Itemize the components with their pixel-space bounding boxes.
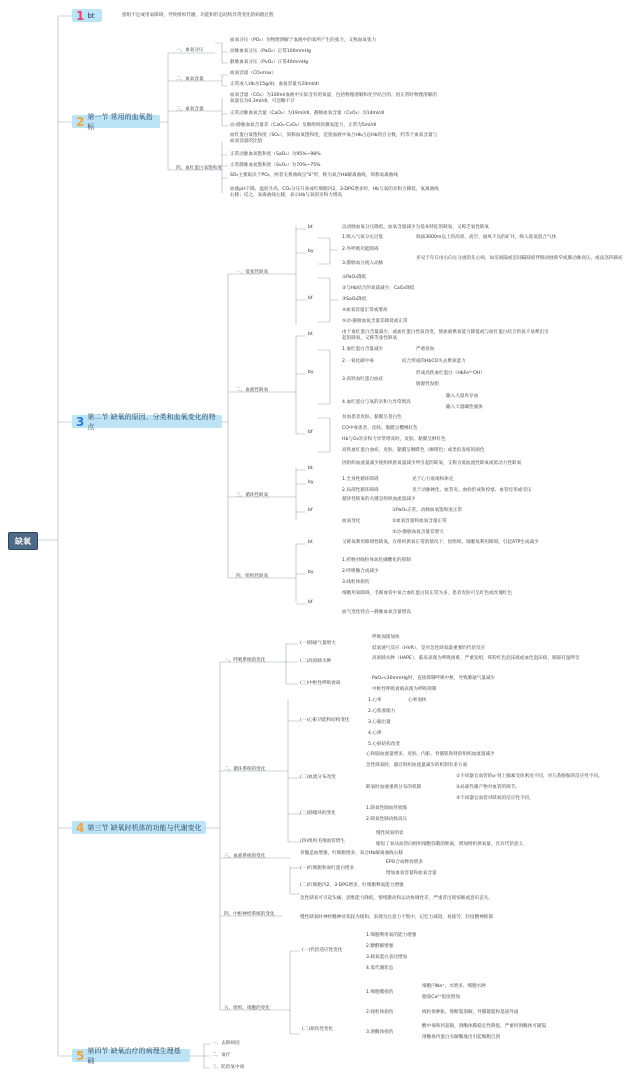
s3-b-bt: bt [308,332,313,337]
s3-c-bf0: 循环性缺氧的关键是组织血流量减少 [342,497,416,502]
s3-c-by1t: 见于心力衰竭和休克 [412,477,454,482]
s3-d-bt-txt: 又称氧利用障碍性缺氧，在组织供氧正常的情况下，因组织、细胞氧利用障碍，引起ATP生成减少 [342,540,539,545]
section-5-title: 第四节 缺氧治疗的病理生理基础 [87,1046,181,1065]
s4-e1c: 3.载氧蛋白表达增加 [366,955,408,960]
s3-c-by: by [308,480,314,485]
section-4-title: 第三节 缺氧时机体的功能与代谢变化 [87,823,202,832]
s4-b4: (四)组织毛细血管增生 [300,839,345,844]
s3-b-bf3: Hb与O₂的亲和力异常增高时，皮肤、黏膜呈鲜红色 [342,437,446,442]
s3-a-bf5: ⑤动-静脉血氧含量差降低或正常 [342,319,408,324]
s3-c: 三、循环性缺氧 [236,493,269,498]
s4-b2c2: ②局部代谢产物对血管的调节。 [456,785,520,790]
s2-c3a: 血氧含量（CO₂）为100ml血液中实际含有的氧量，包括物理溶解和化学结合的。因正常时物理溶解的氧量仅为0.3ml/dl，可忽略不计 [230,93,437,104]
s5-a: 一、去除病因 [212,1041,240,1046]
s3-b-by2t: 结合形成的HbCO失去携氧能力 [402,359,466,364]
s3-c-by2: 2.局部性循环障碍 [342,488,379,493]
section-4[interactable] [72,821,206,834]
s4-e1a: 1.细胞利用氧的能力增强 [366,933,417,938]
s4-b2c: 缺氧时血液重新分布的机制 [366,785,422,790]
s4-a3: (三)中枢性呼吸衰竭 [300,681,341,686]
s2-c4: 四、血红蛋白氧饱和度 [176,166,222,171]
s3-a-bf4: ④血氧容量正常或增高 [342,308,388,313]
s4-e1b: 2.糖酵解增强 [366,944,394,949]
s3-b-bf: bf [308,430,313,435]
s3-a-by: by [308,249,314,254]
s4-b1c: 3.心输出量 [368,720,391,725]
s3-c-bf: bf [308,508,313,513]
section-2-number: 2 [76,114,85,129]
s4-e1: (一)代偿适应性变化 [302,948,343,953]
s4-e2a: 1.细胞膜损伤 [366,990,394,995]
s4-b3b: 2.缺氧性肺动脉高压 [366,817,408,822]
s3-b-by: by [308,370,314,375]
s3-d-by3: 3.线粒体损伤 [342,580,370,585]
section-1-desc: 指组不足或用氧障碍，导致组织代谢、功能和形态结构异常变化的病理过程 [122,13,274,18]
s4-e2a2: 胞质Ca²⁺浓度增加 [422,995,460,1000]
s3-a-by3: 3.静脉血分流入动脉 [342,261,384,266]
s3-a-by3t: 多见于存在由右向左分流的先心病，如房间隔或室间隔缺损伴肺动脉狭窄或肺动脉高压，或法洛四联症 [416,256,623,261]
s3-a-bf1: ①PaO₂降低 [342,275,367,280]
s2-c2a: 血氧容量（CO₂max） [230,71,277,76]
s3-d-by2: 2.呼吸酶合成减少 [342,569,379,574]
s3-b-by3: 3.高铁血红蛋白血症 [342,377,384,382]
s4-c0: 骨髓造血增强，红细胞增多，氧合Hb解离曲线右移 [300,851,403,856]
s3-b-by4t2: 输入大量碱性液体 [446,405,483,410]
s2-c4c: 正常静脉血氧饱和度（SvO₂）为70%~75% [230,163,321,168]
s4-b2: (二)血流分布改变 [300,775,336,780]
s4-c: 三、血液系统的变化 [224,854,266,859]
s3-b-by3t: 形成高铁血红蛋白（HbFe³⁺OH） [416,371,485,376]
s3-b-bf4: 高铁血红蛋白血症，皮肤、黏膜呈咖啡色（咖啡色）或类似发绀的颜色 [342,448,485,453]
s3-c-by1: 1.全身性循环障碍 [342,477,379,482]
s4-a3b: 中枢性呼吸衰竭表现为呼吸抑制 [372,687,437,692]
s3-b-bt-txt: 由于血红蛋白含量减少，或血红蛋白性质改变，使血液携氧能力降低或与血红蛋白结合的氧不易释出引起的缺氧，又称等张性缺氧 [342,330,549,341]
s3-c-bt-txt: 因组织血流量减少使组织供氧量减少所引起的缺氧，又称为低血流性缺氧或低动力性缺氧 [342,461,522,466]
s2-c3: 三、血氧含量 [176,107,204,112]
s4-e2a1: 细胞内Na⁺、水增多，细胞水肿 [422,984,486,989]
s4-e2c1: 酸中毒和钙超载，溶酶体膜稳定性降低，严重时溶酶体可破裂 [422,1024,547,1029]
s4-e2: (二)损伤性变化 [302,1027,334,1032]
s2-c4b: 正常动脉血氧饱和度（SaO₂）为95%~98% [230,152,321,157]
s2-c4a: 血红蛋白氧饱和度（SO₂），简称血氧饱和度，是指血液中氧合Hb占总Hb的百分数，约等于血氧含量与血氧容量的比值 [230,133,438,144]
section-5[interactable] [72,1046,190,1065]
s3-b-by2: 2.一氧化碳中毒 [342,359,374,364]
s3-b-by3t2: 肠源性发绀 [416,382,439,387]
s4-d: 四、中枢神经系统的变化 [224,912,275,917]
s4-a2a: 高原肺水肿（HAPE），临床表现为呼吸困难，严重发绀，咳粉红色泡沫痰或血色泡沫痰，肺部有湿啰音 [372,656,580,661]
s3-b-by1t: 严重贫血 [416,347,435,352]
section-2-title: 第一节 常用的血氧指标 [87,112,153,131]
s4-c2: (二)红细胞内2，3-DPG增多，红细胞释氧能力增强 [300,883,404,888]
s3-d-bf: bf [308,600,313,605]
s4-a1a: 呼吸加深加快 [372,635,400,640]
s3-d-by: by [308,570,314,575]
s3-b-by1: 1.血红蛋白含量减少 [342,347,384,352]
s3-d: 四、组织性缺氧 [236,574,269,579]
s4-b2b: 急性缺氧时，器官组织血流量减少的机制有多方面 [366,763,468,768]
s3-a-by2: 2.外呼吸功能障碍 [342,247,379,252]
s4-b2a: 心和脑血流量增多，皮肤、内脏、骨骼肌和肾的组织血流量减少 [366,752,495,757]
s2-c1b: 动脉血氧分压（PaO₂）正常100mmHg [230,49,311,54]
s4-e1d: 4.低代谢状态 [366,966,394,971]
s3-b-by4: 4.血红蛋白与氧的亲和力异常增高 [342,400,411,405]
root-node[interactable] [8,532,38,550]
s3-a: 一、低张性缺氧 [236,270,269,275]
s3-a-by1: 1.吸入气氧分压过低 [342,235,384,240]
s4-e2b1: 线粒体肿胀、脊断裂崩解，外膜破裂和基质外溢 [422,1010,519,1015]
s3-c-bt: bt [308,466,313,471]
s5-b: 二、氧疗 [212,1053,231,1058]
s2-c4d: SO₂主要取决于PO₂，两者关系曲线呈"S"形，称为氧合Hb解离曲线，简称氧离曲线 [230,173,398,178]
s2-c1: 一、血氧分压 [176,48,204,53]
s5-c: 三、防治氧中毒 [212,1065,245,1070]
root-label: 缺氧 [15,536,31,546]
s3-a-by1t: 海拔3000m以上的高原、高空，通风不良的矿井，吸入低氧混合气体 [416,235,557,240]
s3-c-by2t: 见于动脉硬化、血管炎、血栓形成和栓塞、血管痉挛或受压 [412,488,532,493]
s4-b2c3: ③不同器官血管对缺氧的反应性不同。 [456,796,534,801]
s4-b1: (一)心脏功能和结构变化 [300,718,350,723]
section-1[interactable] [72,9,102,22]
s4-d1: 急性缺氧可引起头痛，思维能力降低，情绪激动和运动协调性差，严重者出现惊厥或意识丧失。 [300,896,493,901]
s3-a-bt-txt: 以动脉血氧分压降低，血氧含量减少为基本特征的缺氧，又称乏氧性缺氧 [342,225,490,230]
s4-c1a: EPO合成释放增多 [386,860,423,865]
s4-c1: (一)红细胞和血红蛋白增多 [300,866,355,871]
s3-b-by4t: 输入大量库存血 [446,394,479,399]
section-3[interactable] [72,412,222,431]
s3-b: 二、血液性缺氧 [236,388,269,393]
section-3-number: 3 [76,414,85,429]
s4-b3: (三)肺循环的变化 [300,811,336,816]
s3-a-bf2: ②与Hb结合的氧量减少，CaO₂降低 [342,286,415,291]
section-1-title: bt [87,11,95,20]
s4-c1b: 增加血氧容量和血氧含量 [386,871,437,876]
s3-c-bf-h: 血氧变化 [342,519,361,524]
s3-b-bf1: 贫血患者皮肤、黏膜呈苍白色 [342,415,402,420]
s2-c2b: 正常成人Hb为15g/dl，血氧容量为20ml/dl [230,82,319,87]
s4-b3a: 1.缺氧性肺血管收缩 [366,806,408,811]
s3-a-bf3: ③SaO₂降低 [342,297,367,302]
s3-d-by1: 1.药物对线粒体氧化磷酸化的抑制 [342,558,411,563]
s4-b4a: 慢性缺氧明显 [376,831,404,836]
s4-a1b: 低氧通气反应（HVR），是对急性缺氧最重要的代偿反应 [372,646,486,651]
s3-d-bf2: 血气变化特点—静脉血氧含量增高 [342,610,411,615]
s4-b: 二、循环系统的变化 [224,767,266,772]
s4-e2c: 3.溶酶体损伤 [366,1030,394,1035]
s4-b1a: 1.心率 [368,698,382,703]
s4-b4b: 缩短了氧从血管向组织细胞弥散的距离，增加组织供氧量，具有代偿意义 [376,842,524,847]
s4-a3a: PaO₂<30mmHg时，直接抑制呼吸中枢，导致肺通气量减少 [372,676,496,681]
s3-b-bf2: CO中毒患者，皮肤、黏膜呈樱桃红色 [342,426,418,431]
s4-b1d: 4.心律 [368,731,382,736]
s3-c-bf2: ②血氧容量和血氧含量正常 [392,519,447,524]
s3-c-bf1: ①PaO₂正常，动脉血氧饱和度正常 [392,508,463,513]
s2-c1c: 静脉血氧分压（PvO₂）正常40mmHg [230,60,309,65]
s3-d-bf1: 细胞用氧障碍，毛细血管中氧合血红蛋白较正常为多，患者皮肤可呈红色或玫瑰红色 [342,591,512,596]
s2-c3c: 动-静脉血氧含量差（CaO₂-CvO₂）反映组织的摄氧能力，正常为5ml/dl [230,123,377,128]
s2-c1a: 血氧分压（PO₂）为物理溶解于血液中的氧所产生的张力，又称血氧张力 [230,38,377,43]
s4-b1a-t: 心率加快 [408,698,427,703]
s4-a1: (一)肺通气量增大 [300,641,336,646]
s4-e2c2: 溶酶体内蛋白水解酶逸出引起细胞自溶 [422,1035,501,1040]
s3-c-bf3: ③动-静脉血氧含量差增大 [392,530,444,535]
section-2[interactable] [72,112,160,131]
s2-c2: 二、血氧容量 [176,77,204,82]
s4-e2b: 2.线粒体损伤 [366,1010,394,1015]
section-3-title: 第二节 缺氧的原因、分类和血氧变化的特点 [87,412,216,431]
s4-b2c1: ①不同器官血管的α-肾上腺素受体密度不同，对儿茶酚胺的反应性不同。 [456,774,603,779]
s4-e: 五、组织、细胞的变化 [224,1006,270,1011]
s3-a-bf: bf [308,296,313,301]
section-5-number: 5 [76,1048,85,1063]
s4-b1e: 5.心脏结构改变 [368,742,400,747]
s3-d-bt: bt [308,540,313,545]
s3-a-bt: bt [308,225,313,230]
s4-a: 一、呼吸系统的变化 [224,658,266,663]
section-1-number: 1 [76,8,85,23]
s4-b1b: 2.心肌收缩力 [368,709,396,714]
section-4-number: 4 [76,820,85,835]
s2-c4e: 血液pH下降、温度升高、CO₂分压升高或红细胞内2，3-DPG增多时，Hb与氧的亲和力降低，氧离曲线右移；反之，氧离曲线左移，表示Hb与氧的亲和力增高 [230,187,439,198]
s4-a2: (二)高原肺水肿 [300,659,332,664]
s4-d2: 慢性缺氧时神经精神症状较为缓和，表现为注意力不集中，记忆力减退，易疲劳，轻度精神抑郁 [300,915,493,920]
s2-c3b: 正常动脉血氧含量（CaO₂）为19ml/dl，静脉血氧含量（CvO₂）为14ml/dl [230,111,385,116]
